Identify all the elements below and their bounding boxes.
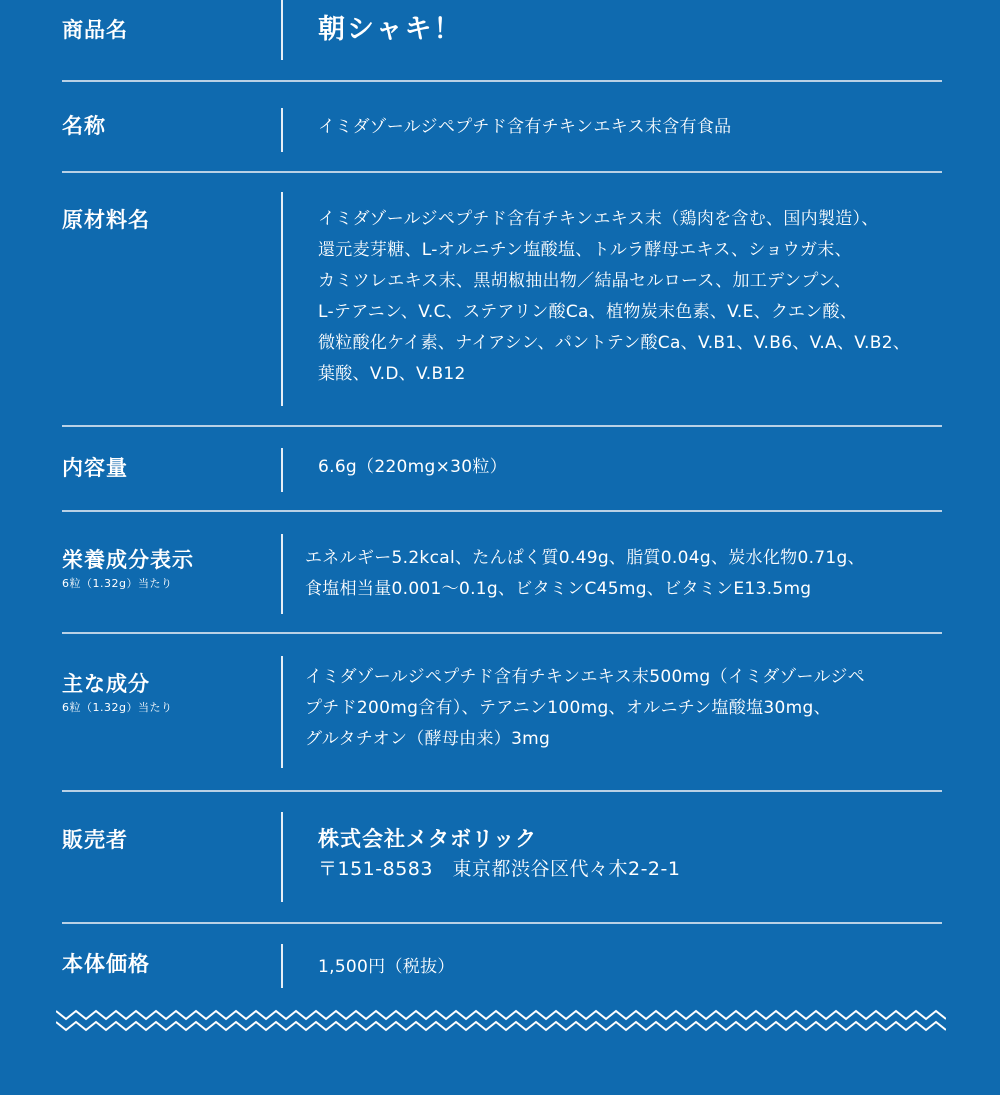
- value-product-name: [318, 12, 462, 48]
- ingredients-line: 還元麦芽糖、L-オルニチン塩酸塩、トルラ酵母エキス、ショウガ末、: [318, 240, 852, 260]
- row-seller: [62, 826, 942, 906]
- label-ingredients-text: 原材料名: [62, 208, 150, 232]
- label-name-text: 名称: [62, 114, 106, 138]
- label-product-name-text: 商品名: [62, 18, 128, 42]
- nutrition-line: エネルギー5.2kcal、たんぱく質0.49g、脂質0.04g、炭水化物0.71g、: [305, 548, 865, 568]
- value-ingredients: [318, 204, 938, 390]
- value-seller: [318, 824, 680, 884]
- row-divider: [62, 171, 942, 173]
- row-divider: [62, 80, 942, 82]
- zigzag-line-top: [56, 1011, 946, 1019]
- row-name: [62, 112, 942, 152]
- row-divider: [62, 632, 942, 634]
- row-nutrition: [62, 546, 942, 616]
- row-price: [62, 950, 942, 990]
- content-value: 6.6g（220mg×30粒）: [318, 457, 508, 477]
- label-nutrition-text: 栄養成分表示: [62, 548, 194, 572]
- label-main-components-text: 主な成分: [62, 672, 150, 696]
- ingredients-line: 葉酸、V.D、V.B12: [318, 364, 466, 384]
- value-nutrition: [305, 543, 935, 605]
- ingredients-line: 微粒酸化ケイ素、ナイアシン、パントテン酸Ca、V.B1、V.B6、V.A、V.B2、: [318, 333, 911, 353]
- vertical-divider: [281, 192, 283, 406]
- label-content: [62, 454, 272, 482]
- label-seller-text: 販売者: [62, 828, 128, 852]
- row-ingredients: [62, 206, 942, 406]
- seller-address: 〒151-8583 東京都渋谷区代々木2-2-1: [318, 858, 681, 880]
- name-value: イミダゾールジペプチド含有チキンエキス末含有食品: [318, 117, 732, 137]
- vertical-divider: [281, 534, 283, 614]
- vertical-divider: [281, 944, 283, 988]
- product-name: 朝シャキ！: [318, 14, 463, 45]
- label-price-text: 本体価格: [62, 952, 150, 976]
- main-components-line: プチド200mg含有）、テアニン100mg、オルニチン塩酸塩30mg、: [305, 698, 831, 718]
- row-divider: [62, 790, 942, 792]
- row-divider: [62, 425, 942, 427]
- label-ingredients: [62, 206, 272, 234]
- value-main-components: [305, 662, 935, 755]
- label-nutrition-sub: 6粒（1.32g）当たり: [62, 577, 173, 590]
- label-price: [62, 950, 272, 978]
- value-price: [318, 952, 455, 983]
- label-name: [62, 112, 272, 140]
- value-content: [318, 452, 507, 483]
- ingredients-line: L-テアニン、V.C、ステアリン酸Ca、植物炭末色素、V.E、クエン酸、: [318, 302, 858, 322]
- vertical-divider: [281, 0, 283, 60]
- seller-company: 株式会社メタボリック: [318, 827, 538, 851]
- main-components-line: イミダゾールジペプチド含有チキンエキス末500mg（イミダゾールジペ: [305, 667, 865, 687]
- main-components-line: グルタチオン（酵母由来）3mg: [305, 729, 551, 749]
- row-divider: [62, 922, 942, 924]
- vertical-divider: [281, 448, 283, 492]
- value-name: [318, 112, 731, 143]
- row-main-components: [62, 667, 942, 770]
- label-product-name: [62, 16, 272, 44]
- vertical-divider: [281, 108, 283, 152]
- row-content: [62, 454, 942, 494]
- label-main-components-sub: 6粒（1.32g）当たり: [62, 701, 173, 714]
- label-main-components: [62, 670, 272, 716]
- label-nutrition: [62, 546, 272, 592]
- ingredients-line: カミツレエキス末、黒胡椒抽出物／結晶セルロース、加工デンプン、: [318, 271, 852, 291]
- ingredients-line: イミダゾールジペプチド含有チキンエキス末（鶏肉を含む、国内製造）、: [318, 209, 879, 229]
- vertical-divider: [281, 812, 283, 902]
- vertical-divider: [281, 656, 283, 768]
- price-value: 1,500円（税抜）: [318, 957, 455, 977]
- label-content-text: 内容量: [62, 456, 128, 480]
- nutrition-line: 食塩相当量0.001～0.1g、ビタミンC45mg、ビタミンE13.5mg: [305, 579, 812, 599]
- row-product-name: [62, 16, 942, 60]
- zigzag-line-bottom: [56, 1022, 946, 1030]
- label-seller: [62, 826, 272, 854]
- row-divider: [62, 510, 942, 512]
- zigzag-border-decoration: [56, 1008, 946, 1034]
